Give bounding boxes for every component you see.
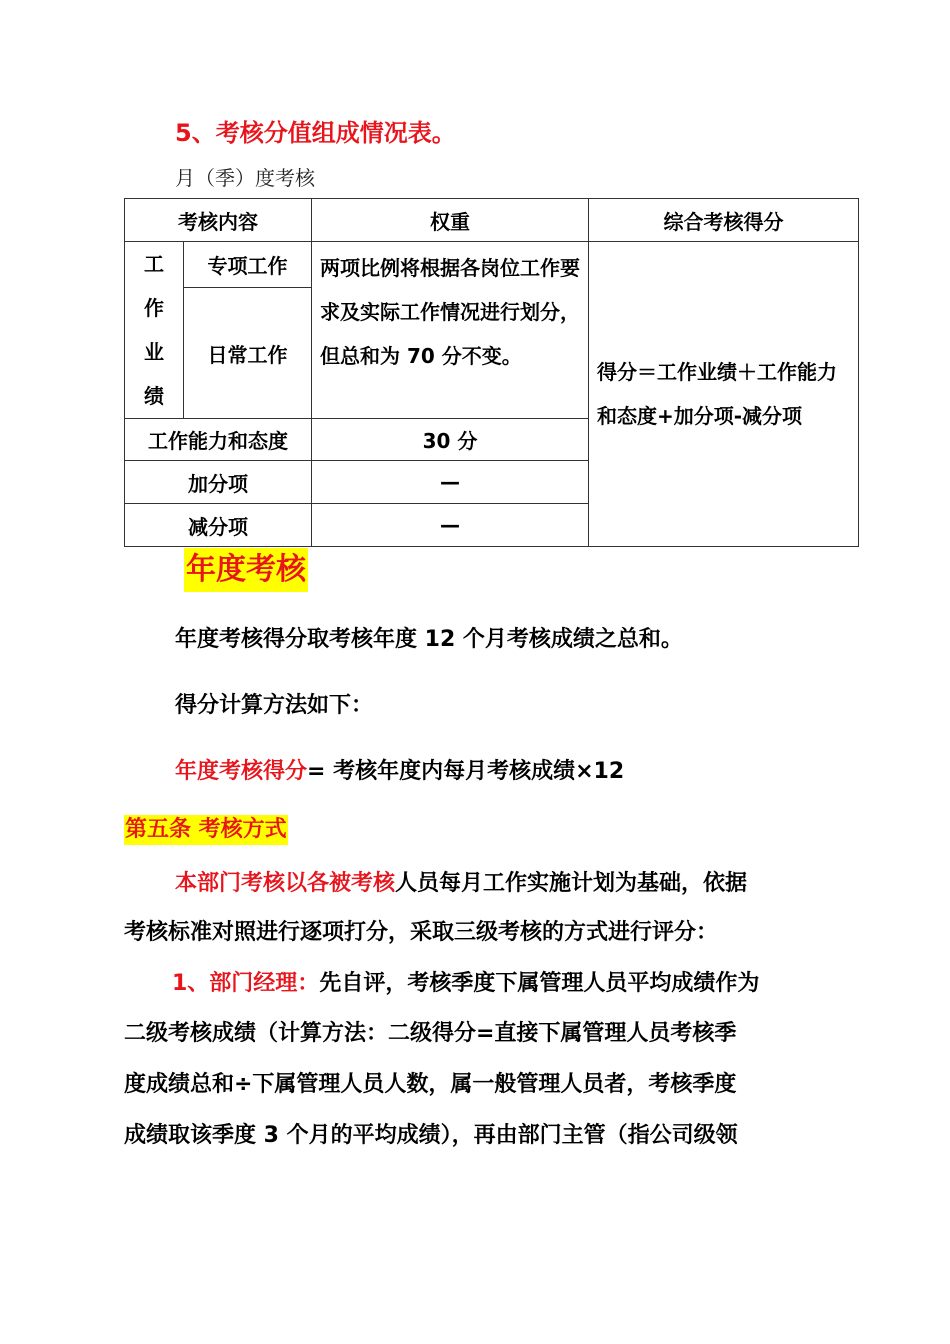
wp-char: 绩	[144, 384, 164, 408]
header-content: 考核内容	[125, 199, 312, 242]
item1-line	[172, 966, 759, 997]
weight-note-cell: 两项比例将根据各岗位工作要求及实际工作情况进行划分，但总和为 70 分不变。	[312, 242, 589, 419]
wp-char: 作	[144, 296, 164, 320]
monthly-label: 月（季）度考核	[175, 166, 315, 190]
annual-review-title: 年度考核	[184, 548, 308, 592]
deduction-cell: 减分项	[125, 504, 312, 547]
ability-attitude-cell: 工作能力和态度	[125, 419, 312, 461]
item1-text: 先自评，考核季度下属管理人员平均成绩作为	[319, 971, 760, 996]
para-red-part: 本部门考核以各被考核	[175, 871, 396, 896]
item1-line: 度成绩总和÷下属管理人员人数，属一般管理人员者，考核季度	[124, 1072, 737, 1097]
deduction-weight-cell: —	[312, 504, 589, 547]
formula-label: 年度考核得分	[175, 759, 308, 784]
daily-work-cell: 日常工作	[184, 288, 312, 419]
work-performance-label	[125, 242, 184, 419]
article-title: 第五条 考核方式	[124, 815, 288, 845]
wp-char: 工	[144, 252, 164, 276]
header-weight: 权重	[312, 199, 589, 242]
article-para-line: 考核标准对照进行逐项打分，采取三级考核的方式进行评分：	[124, 920, 719, 945]
wp-char: 业	[144, 340, 164, 364]
para-rest-part: 人员每月工作实施计划为基础，依据	[395, 871, 748, 896]
annual-formula	[175, 754, 624, 785]
item1-line: 二级考核成绩（计算方法：二级得分=直接下属管理人员考核季	[124, 1021, 737, 1046]
ability-weight-cell: 30 分	[312, 419, 589, 461]
section-heading: 5、考核分值组成情况表。	[175, 119, 456, 147]
special-work-cell: 专项工作	[184, 242, 312, 288]
article-para-line	[175, 866, 747, 897]
item1-line: 成绩取该季度 3 个月的平均成绩），再由部门主管（指公司级领	[124, 1123, 738, 1148]
formula-rest: = 考核年度内每月考核成绩×12	[307, 759, 625, 784]
header-composite: 综合考核得分	[589, 199, 859, 242]
composite-formula-cell: 得分＝工作业绩＋工作能力和态度+加分项-减分项	[589, 242, 859, 547]
bonus-weight-cell: —	[312, 461, 589, 504]
annual-description: 年度考核得分取考核年度 12 个月考核成绩之总和。	[175, 627, 683, 652]
calc-method: 得分计算方法如下：	[175, 693, 374, 718]
item1-label: 1、部门经理：	[172, 971, 320, 996]
score-composition-table	[124, 198, 859, 547]
bonus-cell: 加分项	[125, 461, 312, 504]
